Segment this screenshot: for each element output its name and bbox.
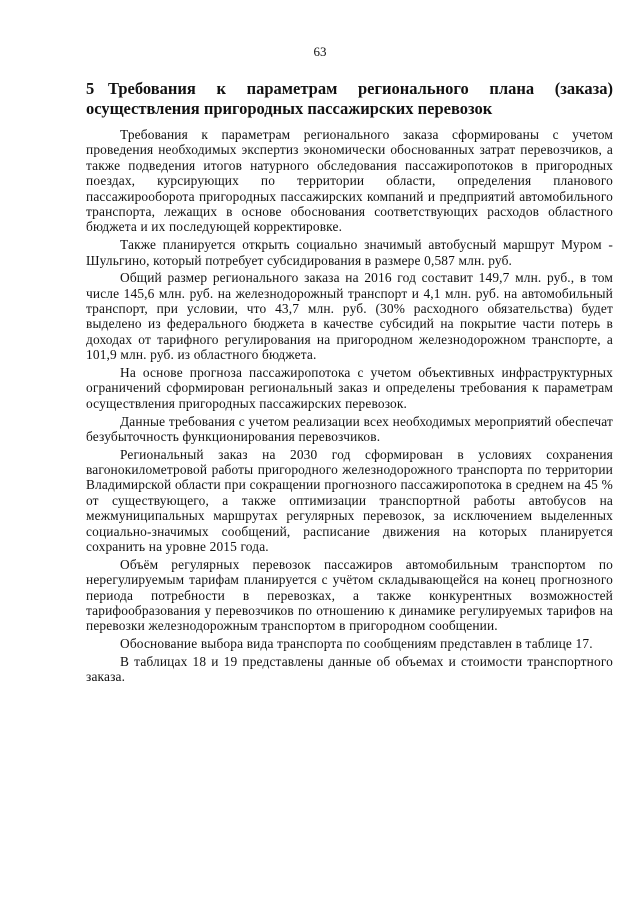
paragraph: Обоснование выбора вида транспорта по сообщениям представлен в таблице 17. — [120, 636, 593, 652]
paragraph: Требования к параметрам регионального заказа сформированы с учетом проведения необходимых экспертиз экономически обоснованных затрат перевозчиков, а также подведения итогов натурного обследования пассажиропотоков в пригородных поездах, курсирующих по территории области, определения планового пассажирооборота пригородных пассажирских компаний и предприятий автомобильного транспорта, лежащих в основе обоснования соответствующих расходов областного бюджета и их последующей корректировке. — [86, 127, 613, 235]
paragraph: Объём регулярных перевозок пассажиров автомобильным транспортом по нерегулируемым тарифам планируется с учётом складывающейся на конец прогнозного периода потребности в перевозках, а также конкурентных возможностей тарифообразования у перевозчиков по отношению к динамике регулируемых тарифов на перевозки железнодорожным транспортом в пригородном сообщении. — [86, 556, 613, 634]
paragraph: Общий размер регионального заказа на 2016 год составит 149,7 млн. руб., в том числе 145,6 млн. руб. на железнодорожный транспорт и 4,1 млн. руб. на автомобильный транспорт, при условии, что 43,7 млн. руб. (30% расходного обязательства) будет выделено из федерального бюджета в качестве субсидий на покрытие части потерь в доходах от тарифного регулирования на пригородном железнодорожном транспорте, а 101,9 млн. руб. из областного бюджета. — [86, 270, 613, 363]
paragraph: На основе прогноза пассажиропотока с учетом объективных инфраструктурных ограничений сформирован региональный заказ и определены требования к параметрам осуществления пригородных пассажирских перевозок. — [86, 364, 613, 411]
paragraph: Также планируется открыть социально значимый автобусный маршрут Муром - Шульгино, который потребует субсидирования в размере 0,587 млн. руб. — [86, 237, 613, 268]
paragraph: Региональный заказ на 2030 год сформирован в условиях сохранения вагонокилометровой работы пригородного железнодорожного транспорта по территории Владимирской области при сокращении прогнозного пассажиропотока в среднем на 45 % от существующего, а также оптимизации транспортной работы автобусов на межмуниципальных маршрутах регулярных перевозок, за исключением выделенных социально-значимых сообщений, расписание движения на которых планируется сохранить на уровне 2015 года. — [86, 446, 613, 555]
paragraph: Данные требования с учетом реализации всех необходимых мероприятий обеспечат безубыточность функционирования перевозчиков. — [86, 413, 613, 444]
section-title: Требования к параметрам регионального плана (заказа) осуществления пригородных пассажирских перевозок — [86, 79, 613, 118]
section-heading — [86, 79, 613, 119]
paragraph: В таблицах 18 и 19 представлены данные об объемах и стоимости транспортного заказа. — [86, 653, 613, 685]
page-number: 63 — [313, 44, 327, 59]
section-number: 5 — [86, 79, 95, 98]
document-body — [86, 127, 613, 687]
